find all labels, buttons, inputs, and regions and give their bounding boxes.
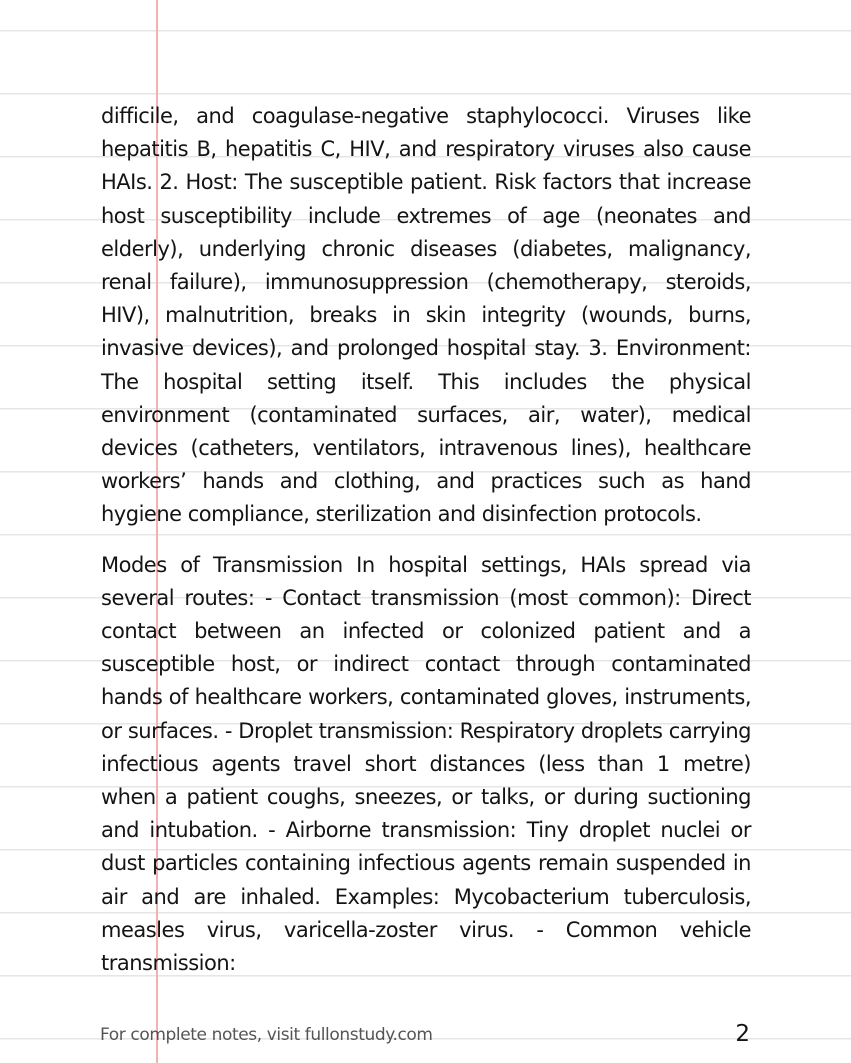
page-number: 2 [735,1021,750,1047]
footer-note: For complete notes, visit fullonstudy.com [100,1025,433,1045]
paragraph-modes-of-transmission: Modes of Transmission In hospital settings, HAIs spread via several routes: - Contact transmission (most common): Direct contact between an infected or colonized patient and a susceptible host, or indirect contact through contaminated hands of healthcare workers, contaminated gloves, instruments, or surfaces. - Droplet transmission: Respiratory droplets carrying infectious agents travel short distances (less than 1 metre) when a patient coughs, sneezes, or talks, or during suctioning and intubation. - Airborne transmission: Tiny droplet nuclei or dust particles containing infectious agents remain suspended in air and are inhaled. Examples: Mycobacterium tuberculosis, measles virus, varicella-zoster virus. - Common vehicle transmission: [101,552,751,976]
page-body [101,100,751,997]
paragraph-host-environment: difficile, and coagulase-negative staphylococci. Viruses like hepatitis B, hepatitis C, HIV, and respiratory viruses also cause HAIs. 2. Host: The susceptible patient. Risk factors that increase host susceptibility include extremes of age (neonates and elderly), underlying chronic diseases (diabetes, malignancy, renal failure), immunosuppression (chemotherapy, steroids, HIV), malnutrition, breaks in skin integrity (wounds, burns, invasive devices), and prolonged hospital stay. 3. Environment: The hospital setting itself. This includes the physical environment (contaminated surfaces, air, water), medical devices (catheters, ventilators, intravenous lines), healthcare workers’ hands and clothing, and practices such as hand hygiene compliance, sterilization and disinfection protocols. [101,104,751,527]
